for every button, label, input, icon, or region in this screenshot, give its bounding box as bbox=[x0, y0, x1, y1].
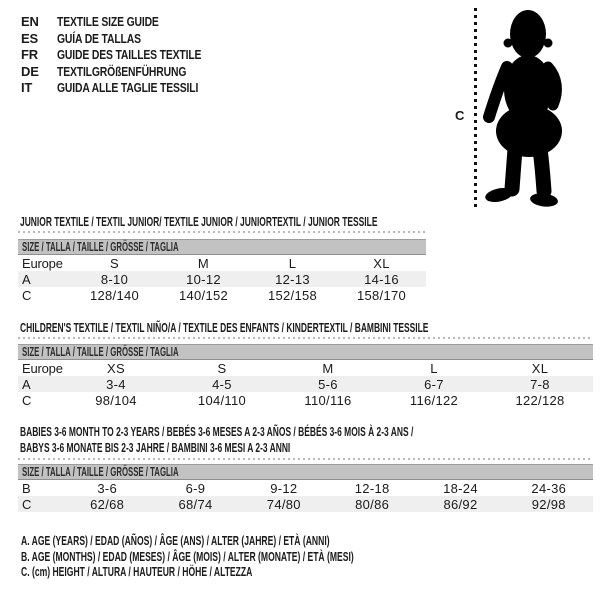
language-title-block bbox=[21, 14, 237, 97]
table-cell: 7-8 bbox=[530, 376, 550, 392]
table-cell: 86/92 bbox=[443, 496, 478, 512]
table-cell: 6-7 bbox=[424, 376, 444, 392]
language-title: GUIDA ALLE TAGLIE TESSILI bbox=[57, 80, 199, 96]
table-rows bbox=[18, 360, 593, 408]
language-code: IT bbox=[21, 80, 33, 96]
table-cell: XS bbox=[107, 360, 125, 376]
dotted-rule bbox=[18, 231, 426, 233]
table-title: CHILDREN'S TEXTILE / TEXTIL NIÑO/A / TEXTILE DES ENFANTS / KINDERTEXTIL / BAMBINI TESSILE bbox=[20, 320, 429, 335]
table-cell: M bbox=[322, 360, 334, 376]
table-row bbox=[18, 271, 426, 287]
table-cell: 158/170 bbox=[356, 287, 407, 303]
table-cell: L bbox=[288, 255, 297, 271]
language-row bbox=[21, 80, 237, 97]
table-row bbox=[18, 392, 593, 408]
language-row bbox=[21, 14, 237, 31]
table-cell: 14-16 bbox=[364, 271, 399, 287]
size-table-babies bbox=[18, 424, 593, 512]
size-table-children bbox=[18, 320, 593, 408]
table-row bbox=[18, 496, 593, 512]
language-row bbox=[21, 31, 237, 48]
table-cell: 10-12 bbox=[186, 271, 221, 287]
height-dimension-line bbox=[474, 8, 477, 208]
row-label: Europe bbox=[22, 360, 63, 376]
table-cell: M bbox=[197, 255, 210, 271]
table-cell: 4-5 bbox=[212, 376, 232, 392]
dotted-rule bbox=[18, 337, 593, 339]
table-cell: 140/152 bbox=[178, 287, 229, 303]
table-cell: 92/98 bbox=[531, 496, 566, 512]
size-header-bar: SIZE / TALLA / TAILLE / GRÖSSE / TAGLIA bbox=[18, 344, 593, 360]
table-cell: 5-6 bbox=[318, 376, 338, 392]
table-cell: 152/158 bbox=[267, 287, 318, 303]
table-cell: 62/68 bbox=[90, 496, 125, 512]
table-cell: 116/122 bbox=[409, 392, 459, 408]
size-table-junior bbox=[18, 214, 426, 303]
table-cell: 68/74 bbox=[178, 496, 213, 512]
table-cell: 8-10 bbox=[100, 271, 129, 287]
table-row bbox=[18, 255, 426, 271]
note-line: B. AGE (MONTHS) / EDAD (MESES) / ÂGE (MOIS) / ALTER (MONATE) / ETÀ (MESI) bbox=[21, 548, 354, 564]
language-code: EN bbox=[21, 14, 39, 29]
size-header-bar: SIZE / TALLA / TAILLE / GRÖSSE / TAGLIA bbox=[18, 464, 593, 480]
table-cell: XL bbox=[373, 255, 390, 271]
toddler-silhouette bbox=[482, 9, 570, 210]
language-code: FR bbox=[21, 47, 38, 63]
table-row bbox=[18, 376, 593, 392]
table-cell: 6-9 bbox=[185, 480, 206, 496]
table-cell: 104/110 bbox=[197, 392, 247, 408]
row-label: B bbox=[22, 480, 31, 496]
table-cell: 80/86 bbox=[355, 496, 390, 512]
table-row bbox=[18, 287, 426, 303]
table-cell: 122/128 bbox=[515, 392, 565, 408]
table-cell: 98/104 bbox=[95, 392, 137, 408]
table-cell: 12-18 bbox=[354, 480, 390, 496]
table-cell: XL bbox=[531, 360, 549, 376]
table-cell: 18-24 bbox=[443, 480, 478, 496]
size-header-bar: SIZE / TALLA / TAILLE / GRÖSSE / TAGLIA bbox=[18, 239, 426, 255]
row-label: C bbox=[22, 496, 32, 512]
height-label: C bbox=[455, 108, 465, 123]
note-line: A. AGE (YEARS) / EDAD (AÑOS) / ÂGE (ANS) / ALTER (JAHRE) / ETÀ (ANNI) bbox=[21, 533, 330, 548]
table-cell: S bbox=[217, 360, 227, 376]
row-label: C bbox=[22, 287, 32, 303]
table-row bbox=[18, 360, 593, 376]
language-row bbox=[21, 47, 237, 64]
language-title: GUÍA DE TALLAS bbox=[57, 30, 141, 46]
table-cell: 24-36 bbox=[531, 480, 567, 496]
table-title: BABIES 3-6 MONTH TO 2-3 YEARS / BEBÉS 3-6 MESES A 2-3 AÑOS / BÉBÉS 3-6 MOIS À 2-3 ANS / bbox=[20, 424, 414, 439]
row-label: A bbox=[22, 271, 31, 287]
language-title: GUIDE DES TAILLES TEXTILE bbox=[57, 47, 202, 63]
language-title: TEXTILGRÖßENFÜHRUNG bbox=[57, 63, 187, 79]
row-label: C bbox=[22, 392, 32, 408]
row-label: Europe bbox=[22, 255, 63, 271]
language-code: ES bbox=[21, 30, 38, 46]
table-cell: 3-4 bbox=[106, 376, 126, 392]
footnotes bbox=[21, 533, 525, 580]
row-label: A bbox=[22, 376, 31, 392]
table-cell: 3-6 bbox=[97, 480, 118, 496]
table-cell: 9-12 bbox=[270, 480, 298, 496]
table-cell: L bbox=[430, 360, 438, 376]
table-title-line2: BABYS 3-6 MONATE BIS 2-3 JAHRE / BAMBINI 3-6 MESI A 2-3 ANNI bbox=[20, 440, 291, 455]
language-code: DE bbox=[21, 63, 39, 79]
language-title: TEXTILE SIZE GUIDE bbox=[57, 14, 159, 29]
table-cell: 12-13 bbox=[275, 271, 310, 287]
table-rows bbox=[18, 480, 593, 512]
note-line: C. (cm) HEIGHT / ALTURA / HAUTEUR / HÖHE / ALTEZZA bbox=[21, 564, 253, 580]
dotted-rule bbox=[18, 458, 593, 460]
table-rows bbox=[18, 255, 426, 303]
table-row bbox=[18, 480, 593, 496]
table-cell: 110/116 bbox=[304, 392, 352, 408]
table-cell: S bbox=[110, 255, 119, 271]
language-row bbox=[21, 64, 237, 81]
table-title: JUNIOR TEXTILE / TEXTIL JUNIOR/ TEXTILE JUNIOR / JUNIORTEXTIL / JUNIOR TESSILE bbox=[20, 214, 378, 229]
table-cell: 128/140 bbox=[89, 287, 140, 303]
table-cell: 74/80 bbox=[266, 496, 301, 512]
